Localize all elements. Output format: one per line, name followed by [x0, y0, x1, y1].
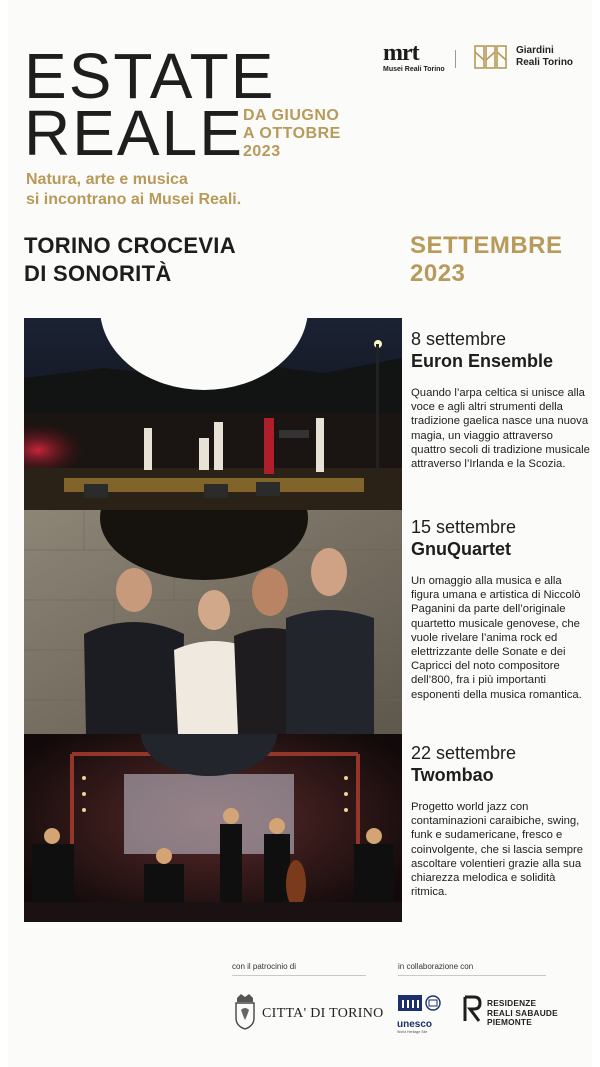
event-description: Quando l’arpa celtica si unisce alla voce e agli altri strumenti della tradizione gaelica nasce una nuova magia, un viaggio attraverso quattro secoli di tradizione musicale attraverso l’Irlanda e la Scozia. [411, 387, 590, 471]
tagline [26, 170, 241, 210]
unesco-temple-icon [397, 994, 443, 1012]
unesco-sub: World Heritage Site [397, 1030, 428, 1034]
residenze-line-1: RESIDENZE [487, 998, 537, 1008]
season-dates [243, 107, 341, 161]
patronage-divider [232, 975, 366, 976]
title-reale: REALE [24, 97, 244, 169]
dates-line-2: A OTTOBRE [243, 125, 341, 142]
residenze-line-3: PIEMONTE [487, 1017, 532, 1028]
left-margin [0, 0, 8, 1067]
section-title-line-2: DI SONORITÀ [24, 261, 172, 286]
event-date: 15 settembre [411, 517, 517, 537]
dates-line-3: 2023 [243, 143, 281, 160]
event-3 [411, 742, 591, 899]
tagline-line-1: Natura, arte e musica [26, 171, 188, 188]
residenze-reali-logo [487, 999, 558, 1028]
section-title-line-1: TORINO CROCEVIA [24, 233, 236, 258]
residenze-line-2: REALI SABAUDE [487, 1007, 558, 1018]
patronage-label: con il patrocinio di [232, 962, 297, 971]
tagline-line-2: si incontrano ai Musei Reali. [26, 191, 242, 208]
torino-crest-icon [233, 992, 257, 1030]
unesco-logo [397, 994, 445, 1032]
collaboration-label: in collaborazione con [398, 962, 474, 971]
photo-twombao [24, 734, 402, 922]
giardini-line-1: Giardini [516, 45, 554, 56]
photo-euron-ensemble [24, 318, 402, 510]
photo-gnuquartet [24, 510, 402, 734]
right-margin [592, 0, 600, 1067]
dates-line-1: DA GIUGNO [243, 107, 340, 124]
event-name: GnuQuartet [411, 539, 512, 559]
musei-reali-logo [383, 42, 443, 76]
residenze-reali-icon [462, 994, 482, 1024]
month-name: SETTEMBRE [410, 232, 563, 259]
citta-di-torino-logo: CITTA' DI TORINO [262, 1006, 384, 1021]
title-estate: ESTATE [24, 40, 276, 112]
event-date: 8 settembre [411, 329, 507, 349]
logo-divider [455, 50, 456, 68]
month-heading [410, 232, 563, 288]
month-year: 2023 [410, 260, 466, 287]
giardini-icon [473, 42, 509, 72]
section-title [24, 232, 236, 288]
event-name: Twombao [411, 765, 494, 785]
giardini-line-2: Reali Torino [516, 57, 574, 68]
event-name: Euron Ensemble [411, 351, 554, 371]
unesco-label: unesco [397, 1019, 433, 1030]
event-date: 22 settembre [411, 743, 517, 763]
event-description: Un omaggio alla musica e alla figura umana e artistica di Niccolò Paganini da parte dell’originale quartetto musicale genovese, che vuole rivelare l’anima rock ed elettrizzante delle Sonate e dei Capricci del noto compositore dell’800, fra i più importanti esponenti della musica romantica. [411, 575, 582, 701]
event-description: Progetto world jazz con contaminazioni caraibiche, swing, funk e sudamericane, fresco e coinvolgente, che si lascia sempre ascoltare volentieri grazie alla sua chiarezza melodica e solidità ritmica. [411, 801, 584, 899]
giardini-logo-text [516, 45, 573, 69]
event-2 [411, 516, 591, 702]
mrt-sub: Musei Reali Torino [383, 66, 445, 73]
mrt-mark: mrt [383, 40, 419, 66]
collaboration-divider [398, 975, 546, 976]
event-1 [411, 328, 591, 471]
